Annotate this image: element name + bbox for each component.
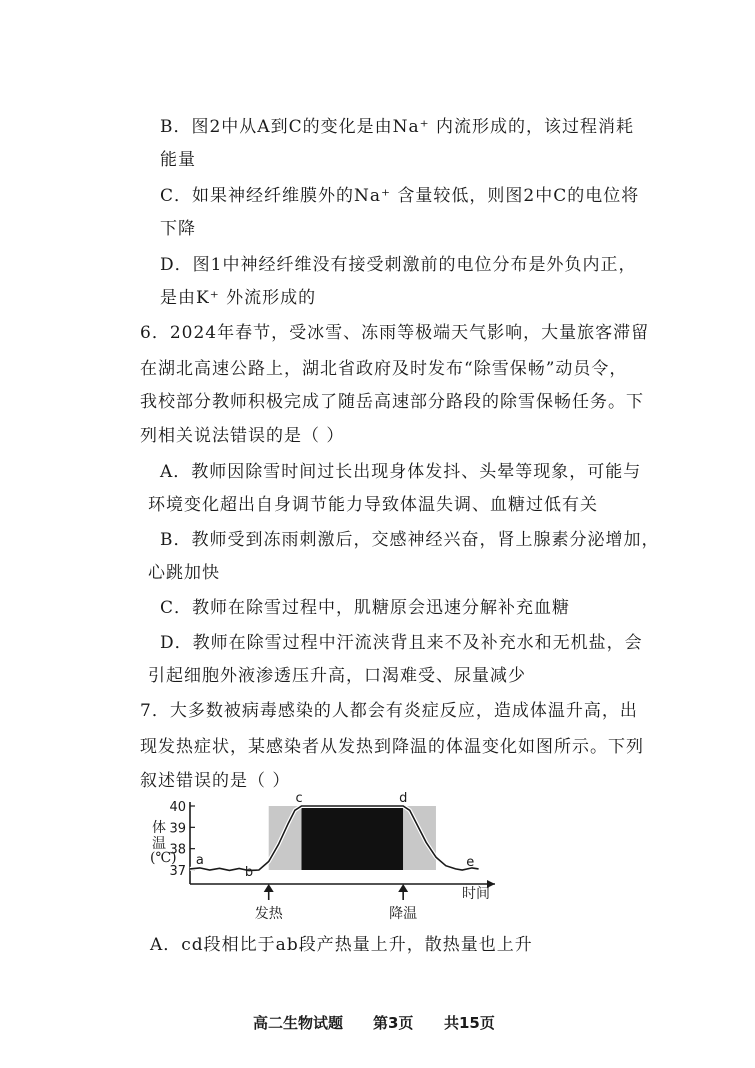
point-label-a: a — [195, 852, 204, 868]
point-label-b: b — [244, 865, 254, 880]
annotation-arrowhead — [398, 884, 408, 892]
text-line: 列相关说法错误的是（ ） — [140, 426, 345, 446]
text-line: 7．大多数被病毒感染的人都会有炎症反应，造成体温升高，出 — [140, 701, 638, 721]
shaded-region — [302, 806, 404, 870]
y-axis-label: 温 — [152, 836, 166, 852]
footer-page: 第3页 — [373, 1014, 414, 1032]
text-line: 引起细胞外液渗透压升高，口渴难受、尿量减少 — [148, 666, 526, 686]
text-line: 6．2024年春节，受冰雪、冻雨等极端天气影响，大量旅客滞留 — [140, 323, 650, 343]
annotation-arrowhead — [264, 884, 274, 892]
shaded-region — [269, 806, 302, 870]
text-line: C．教师在除雪过程中，肌糖原会迅速分解补充血糖 — [160, 598, 571, 618]
footer-total: 共15页 — [444, 1014, 495, 1032]
text-line: D．教师在除雪过程中汗流浃背且来不及补充水和无机盐，会 — [160, 633, 643, 653]
point-label-c: c — [295, 791, 303, 806]
text-line: D．图1中神经纤维没有接受刺激前的电位分布是外负内正， — [160, 255, 637, 275]
y-tick-label: 38 — [169, 842, 186, 858]
text-line: A．cd段相比于ab段产热量上升，散热量也上升 — [150, 935, 533, 955]
text-line: B．教师受到冻雨刺激后，交感神经兴奋，肾上腺素分泌增加， — [160, 530, 660, 550]
text-line: 能量 — [160, 150, 196, 170]
text-line: 是由K⁺ 外流形成的 — [160, 288, 317, 308]
annotation-label: 降温 — [389, 906, 418, 922]
text-line: B．图2中从A到C的变化是由Na⁺ 内流形成的，该过程消耗 — [160, 117, 634, 137]
text-line: 现发热症状，某感染者从发热到降温的体温变化如图所示。下列 — [140, 737, 644, 757]
y-axis-label: 体 — [152, 820, 166, 836]
point-label-d: d — [399, 791, 408, 806]
text-line: 我校部分教师积极完成了随岳高速部分路段的除雪保畅任务。下 — [140, 392, 644, 412]
footer-subject: 高二生物试题 — [253, 1014, 344, 1032]
annotation-label: 发热 — [254, 906, 283, 922]
y-axis-label: (℃) — [150, 850, 177, 866]
text-line: 心跳加快 — [148, 563, 220, 583]
point-label-e: e — [466, 855, 475, 870]
y-tick-label: 40 — [169, 800, 186, 815]
text-line: C．如果神经纤维膜外的Na⁺ 含量较低，则图2中C的电位将 — [160, 186, 640, 206]
text-line: 叙述错误的是（ ） — [140, 771, 291, 791]
shaded-region — [403, 806, 436, 870]
text-line: 下降 — [160, 219, 196, 239]
text-line: A．教师因除雪时间过长出现身体发抖、头晕等现象，可能与 — [160, 462, 642, 482]
text-line: 环境变化超出自身调节能力导致体温失调、血糖过低有关 — [148, 495, 598, 515]
y-tick-label: 39 — [169, 821, 186, 837]
x-axis-label: 时间 — [462, 886, 490, 902]
y-tick-label: 37 — [169, 864, 186, 879]
text-line: 在湖北高速公路上，湖北省政府及时发布“除雪保畅”动员令， — [140, 359, 628, 379]
